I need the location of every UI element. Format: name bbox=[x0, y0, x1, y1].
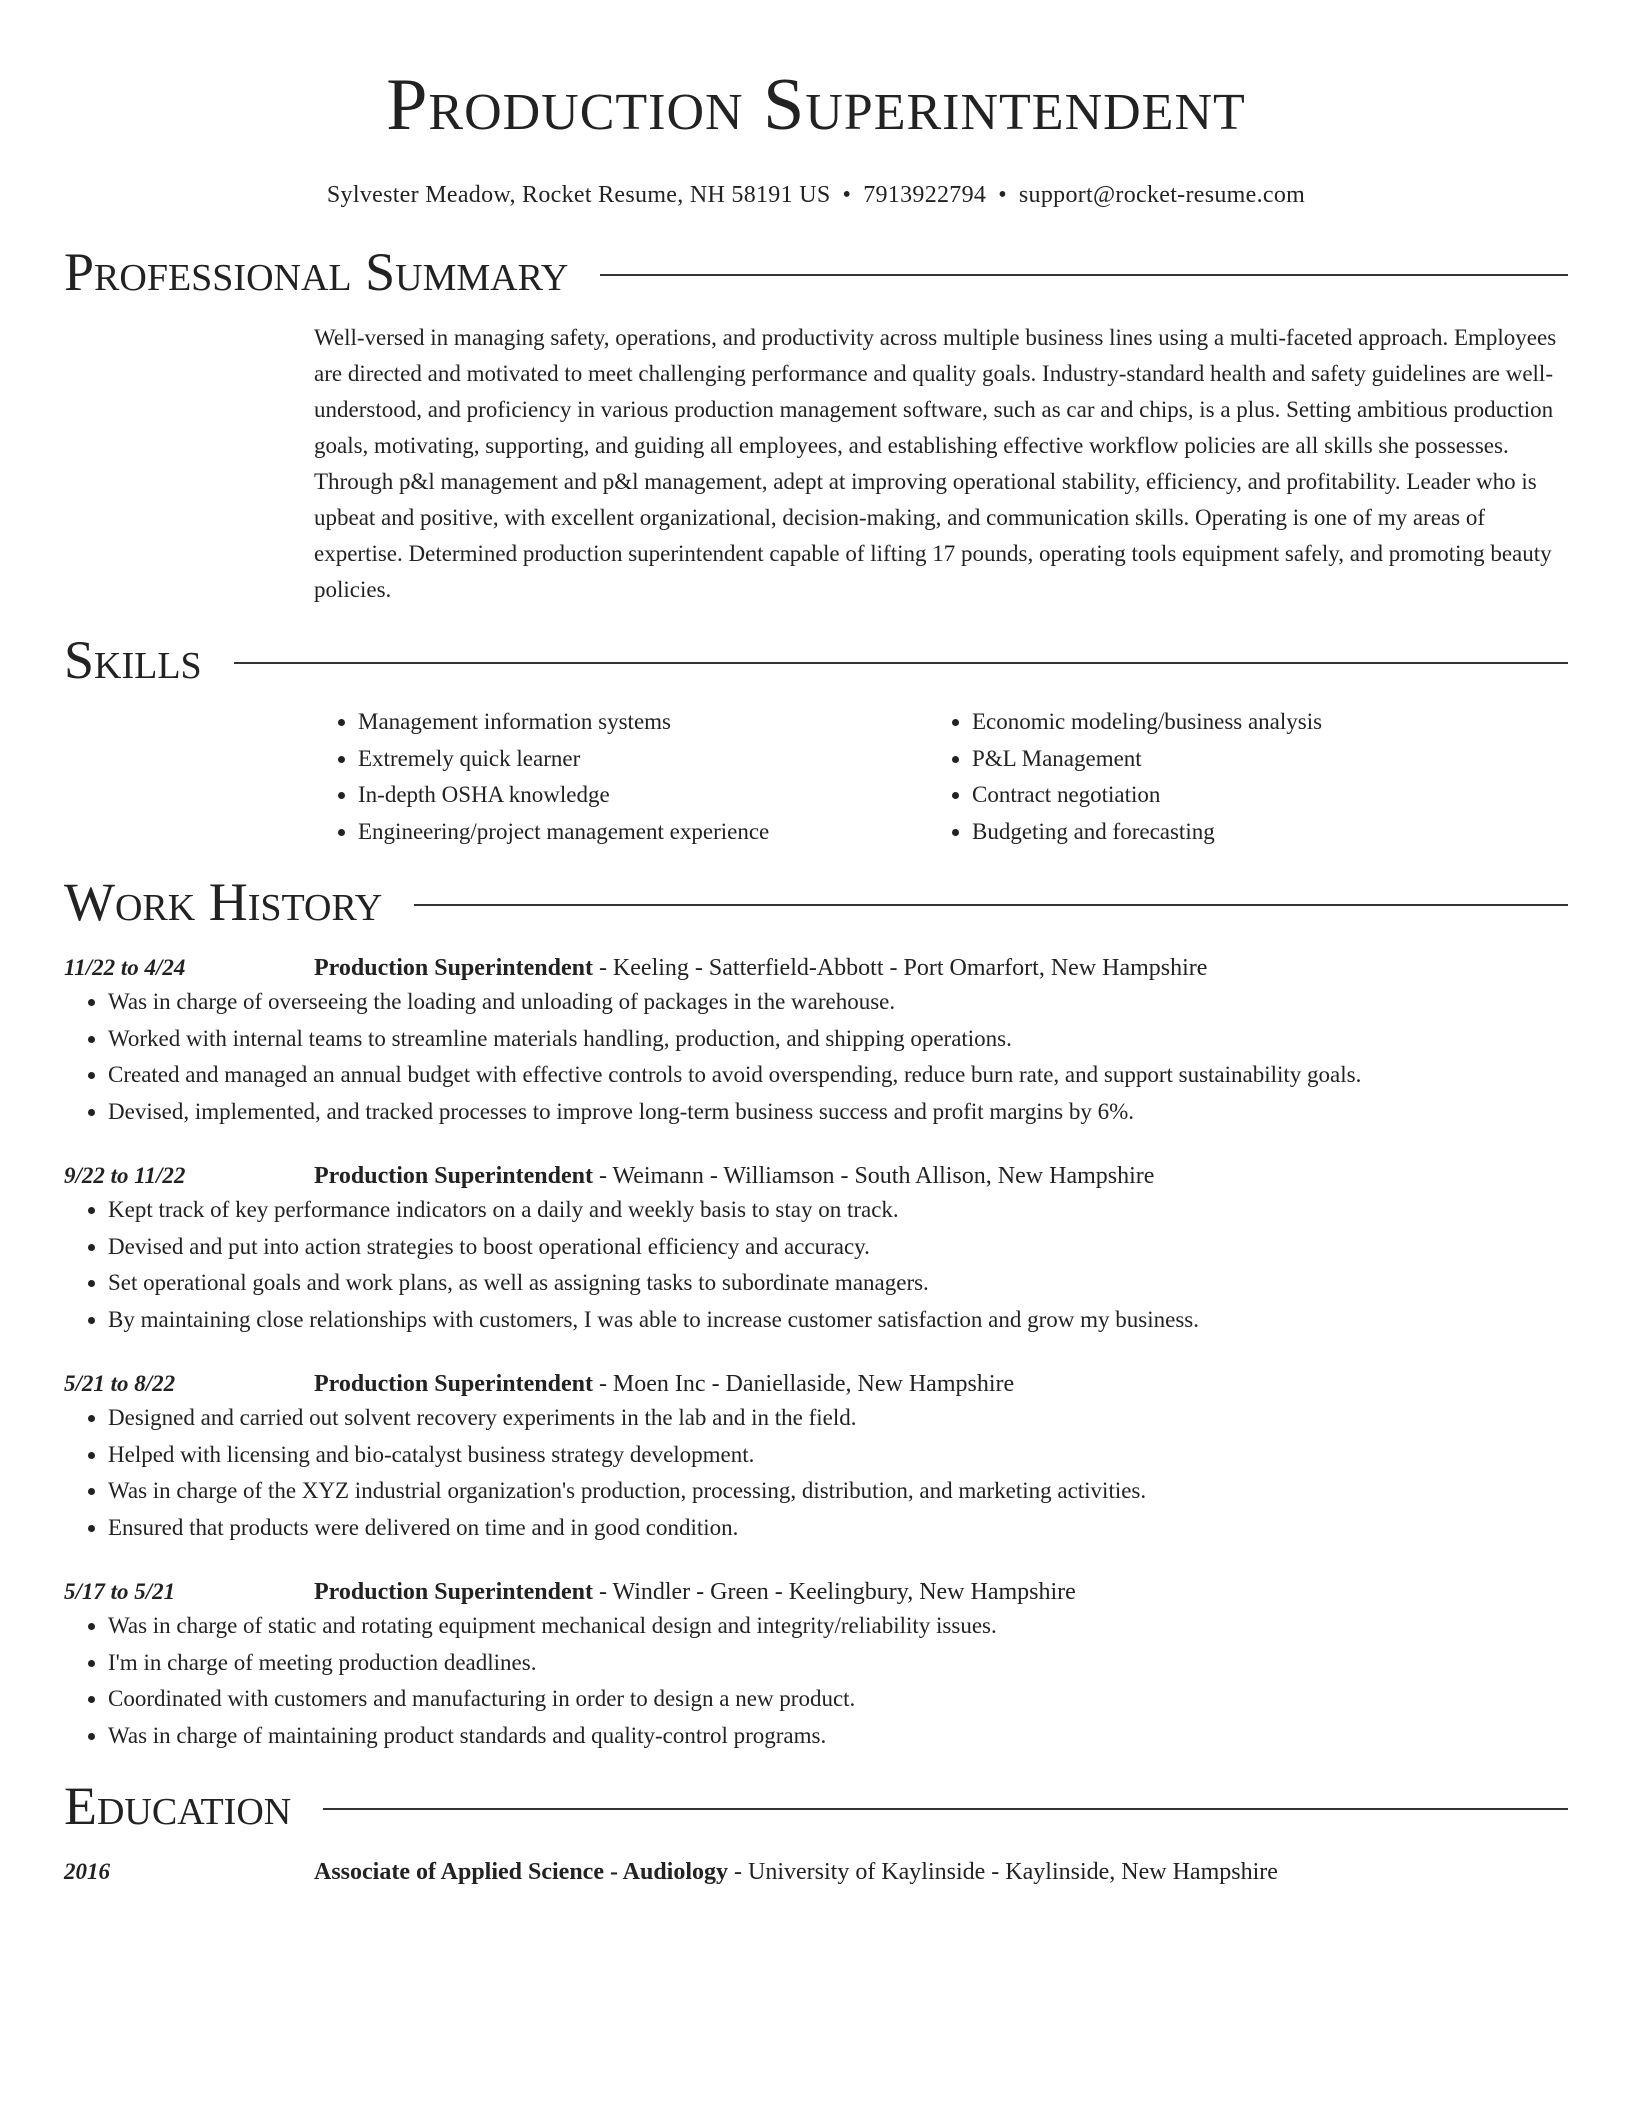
skill-item: • Management information systems bbox=[358, 704, 928, 741]
job-entry bbox=[64, 1576, 1568, 1754]
job-bullet: • Coordinated with customers and manufacturing in order to design a new product. bbox=[108, 1681, 1568, 1718]
skills-column-right bbox=[928, 704, 1542, 850]
section-title-work-history: Work History bbox=[64, 872, 383, 932]
skills-column-left bbox=[314, 704, 928, 850]
contact-address: Sylvester Meadow, Rocket Resume, NH 58191 US bbox=[326, 182, 831, 208]
skills-list bbox=[314, 704, 1568, 850]
job-entry bbox=[64, 1160, 1568, 1338]
section-title-education: Education bbox=[64, 1776, 292, 1836]
job-title: Production Superintendent bbox=[314, 1579, 593, 1605]
education-school: - University of Kaylinside - Kaylinside, New Hampshire bbox=[728, 1859, 1278, 1885]
job-header bbox=[64, 1368, 1568, 1400]
job-title: Production Superintendent bbox=[314, 955, 593, 981]
skill-item: • P&L Management bbox=[972, 741, 1542, 778]
job-bullet: • Was in charge of overseeing the loading and unloading of packages in the warehouse. bbox=[108, 984, 1568, 1021]
job-employer: - Moen Inc - Daniellaside, New Hampshire bbox=[592, 1371, 1015, 1397]
job-bullet: • Devised and put into action strategies to boost operational efficiency and accuracy. bbox=[108, 1229, 1568, 1266]
education-year: 2016 bbox=[64, 1859, 110, 1884]
skill-item: • Economic modeling/business analysis bbox=[972, 704, 1542, 741]
job-bullet: • Kept track of key performance indicators on a daily and weekly basis to stay on track. bbox=[108, 1192, 1568, 1229]
job-bullet: • Helped with licensing and bio-catalyst business strategy development. bbox=[108, 1437, 1568, 1474]
skill-item: • In-depth OSHA knowledge bbox=[358, 777, 928, 814]
section-divider bbox=[414, 904, 1568, 906]
job-bullet: • Ensured that products were delivered on time and in good condition. bbox=[108, 1510, 1568, 1547]
job-bullet: • Was in charge of static and rotating equipment mechanical design and integrity/reliability issues. bbox=[108, 1608, 1568, 1645]
work-section-header bbox=[64, 872, 1568, 932]
skill-item: • Engineering/project management experience bbox=[358, 814, 928, 851]
job-bullet: • Was in charge of maintaining product standards and quality-control programs. bbox=[108, 1718, 1568, 1755]
section-title-summary: Professional Summary bbox=[64, 242, 569, 302]
summary-text: Well-versed in managing safety, operations, and productivity across multiple business lines using a multi-faceted approach. Employees are directed and motivated to meet challenging performance and quality goals. Industry-standard health and safety guidelines are well-understood, and proficiency in various production management software, such as car and chips, is a plus. Setting ambitious production goals, motivating, supporting, and guiding all employees, and establishing effective workflow policies are all skills she possesses. Through p&l management and p&l management, adept at improving operational stability, efficiency, and profitability. Leader who is upbeat and positive, with excellent organizational, decision-making, and communication skills. Operating is one of my areas of expertise. Determined production superintendent capable of lifting 17 pounds, operating tools equipment safely, and promoting beauty policies. bbox=[314, 325, 1557, 602]
job-employer: - Weimann - Williamson - South Allison, New Hampshire bbox=[592, 1163, 1155, 1189]
job-header bbox=[64, 1160, 1568, 1192]
job-entry bbox=[64, 1368, 1568, 1546]
job-header bbox=[64, 1576, 1568, 1608]
contact-phone: 7913922794 bbox=[863, 182, 987, 208]
education-section-header bbox=[64, 1776, 1568, 1836]
job-title: Production Superintendent bbox=[314, 1371, 593, 1397]
job-bullets bbox=[64, 1192, 1568, 1338]
job-bullet: • I'm in charge of meeting production deadlines. bbox=[108, 1645, 1568, 1682]
job-title: Production Superintendent bbox=[314, 1163, 593, 1189]
job-employer: - Windler - Green - Keelingbury, New Hampshire bbox=[592, 1579, 1076, 1605]
job-bullet: • Worked with internal teams to streamline materials handling, production, and shipping operations. bbox=[108, 1021, 1568, 1058]
section-divider bbox=[234, 662, 1568, 664]
job-bullet: • Created and managed an annual budget with effective controls to avoid overspending, reduce burn rate, and support sustainability goals. bbox=[108, 1057, 1568, 1094]
job-bullet: • Designed and carried out solvent recovery experiments in the lab and in the field. bbox=[108, 1400, 1568, 1437]
section-divider bbox=[323, 1808, 1568, 1810]
contact-separator: • bbox=[998, 182, 1007, 208]
job-bullets bbox=[64, 984, 1568, 1130]
skills-section-header bbox=[64, 630, 1568, 690]
job-header bbox=[64, 952, 1568, 984]
job-employer: - Keeling - Satterfield-Abbott - Port Omarfort, New Hampshire bbox=[592, 955, 1208, 981]
education-entry bbox=[64, 1856, 1568, 1888]
education-degree: Associate of Applied Science - Audiology bbox=[314, 1859, 729, 1885]
job-bullet: • By maintaining close relationships with customers, I was able to increase customer satisfaction and grow my business. bbox=[108, 1302, 1568, 1339]
job-dates: 5/17 to 5/21 bbox=[64, 1579, 176, 1604]
contact-email: support@rocket-resume.com bbox=[1018, 182, 1306, 208]
contact-separator: • bbox=[842, 182, 852, 208]
education-header bbox=[64, 1856, 1568, 1888]
resume-name: Production Superintendent bbox=[386, 64, 1246, 146]
job-entry bbox=[64, 952, 1568, 1130]
contact-line bbox=[64, 180, 1568, 210]
skill-item: • Extremely quick learner bbox=[358, 741, 928, 778]
job-bullet: • Set operational goals and work plans, as well as assigning tasks to subordinate managers. bbox=[108, 1265, 1568, 1302]
section-title-skills: Skills bbox=[64, 630, 202, 690]
job-bullets bbox=[64, 1608, 1568, 1754]
job-bullets bbox=[64, 1400, 1568, 1546]
job-bullet: • Devised, implemented, and tracked processes to improve long-term business success and profit margins by 6%. bbox=[108, 1094, 1568, 1131]
skill-item: • Budgeting and forecasting bbox=[972, 814, 1542, 851]
summary-section-header bbox=[64, 242, 1568, 302]
section-divider bbox=[600, 274, 1568, 276]
skill-item: • Contract negotiation bbox=[972, 777, 1542, 814]
job-bullet: • Was in charge of the XYZ industrial organization's production, processing, distribution, and marketing activities. bbox=[108, 1473, 1568, 1510]
job-dates: 5/21 to 8/22 bbox=[64, 1371, 176, 1396]
job-dates: 9/22 to 11/22 bbox=[64, 1163, 186, 1188]
job-dates: 11/22 to 4/24 bbox=[64, 955, 186, 980]
